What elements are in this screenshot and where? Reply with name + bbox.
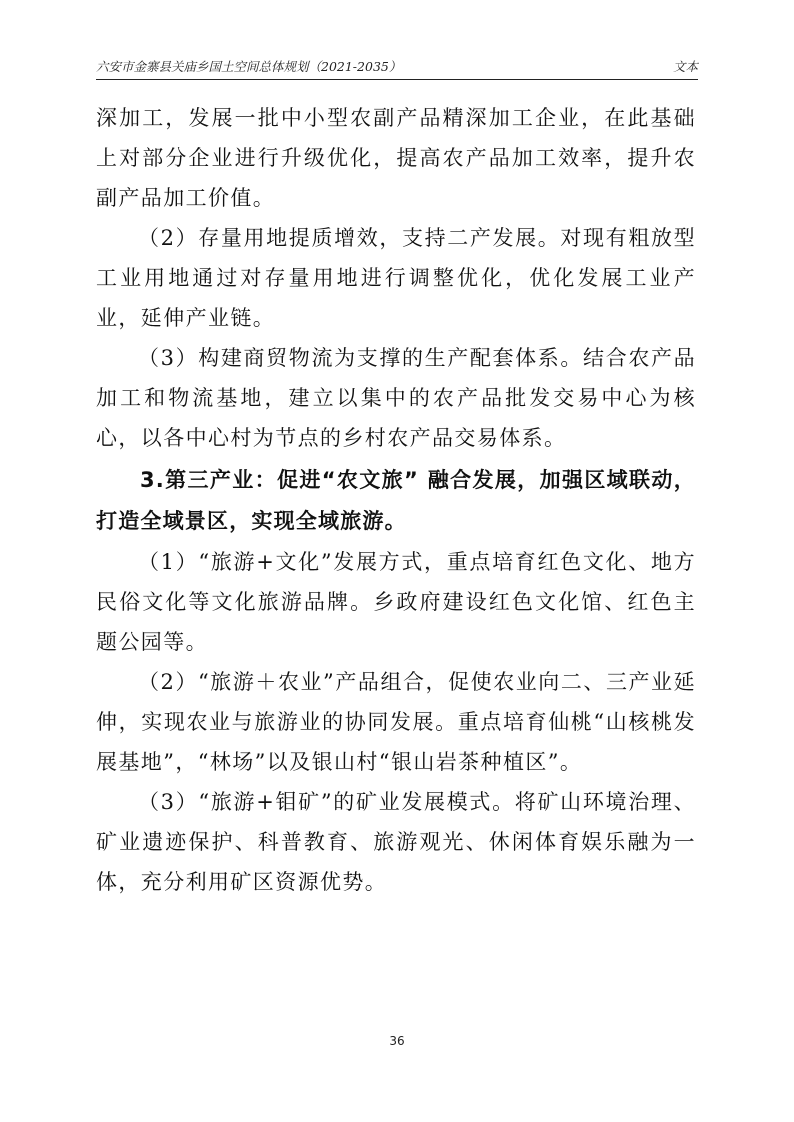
page-header xyxy=(96,57,698,80)
document-kind-label: 文本 xyxy=(672,59,698,74)
document-title: 六安市金寨县关庙乡国土空间总体规划（2021-2035） xyxy=(96,59,402,74)
section-heading-tertiary-industry: 3.第三产业：促进“农文旅” 融合发展，加强区域联动，打造全域景区，实现全域旅游。 xyxy=(96,468,696,533)
page-body xyxy=(96,98,696,902)
paragraph-continuation: 深加工，发展一批中小型农副产品精深加工企业，在此基础上对部分企业进行升级优化，提高农产品加工效率，提升农副产品加工价值。 xyxy=(96,106,696,210)
paragraph-secondary-item-3: （3）构建商贸物流为支撑的生产配套体系。结合农产品加工和物流基地，建立以集中的农产品批发交易中心为核心，以各中心村为节点的乡村农产品交易体系。 xyxy=(96,346,696,450)
page-number: 36 xyxy=(389,1034,405,1048)
paragraph-tertiary-item-1: （1）“旅游+文化”发展方式，重点培育红色文化、地方民俗文化等文化旅游品牌。乡政府建设红色文化馆、红色主题公园等。 xyxy=(96,550,696,654)
paragraph-tertiary-item-2: （2）“旅游＋农业”产品组合，促使农业向二、三产业延伸，实现农业与旅游业的协同发展。重点培育仙桃“山核桃发展基地”，“林场”以及银山村“银山岩茶种植区”。 xyxy=(96,670,696,774)
paragraph-tertiary-item-3: （3）“旅游+钼矿”的矿业发展模式。将矿山环境治理、矿业遗迹保护、科普教育、旅游观光、休闲体育娱乐融为一体，充分利用矿区资源优势。 xyxy=(96,790,696,894)
paragraph-secondary-item-2: （2）存量用地提质增效，支持二产发展。对现有粗放型工业用地通过对存量用地进行调整优化，优化发展工业产业，延伸产业链。 xyxy=(96,226,696,330)
